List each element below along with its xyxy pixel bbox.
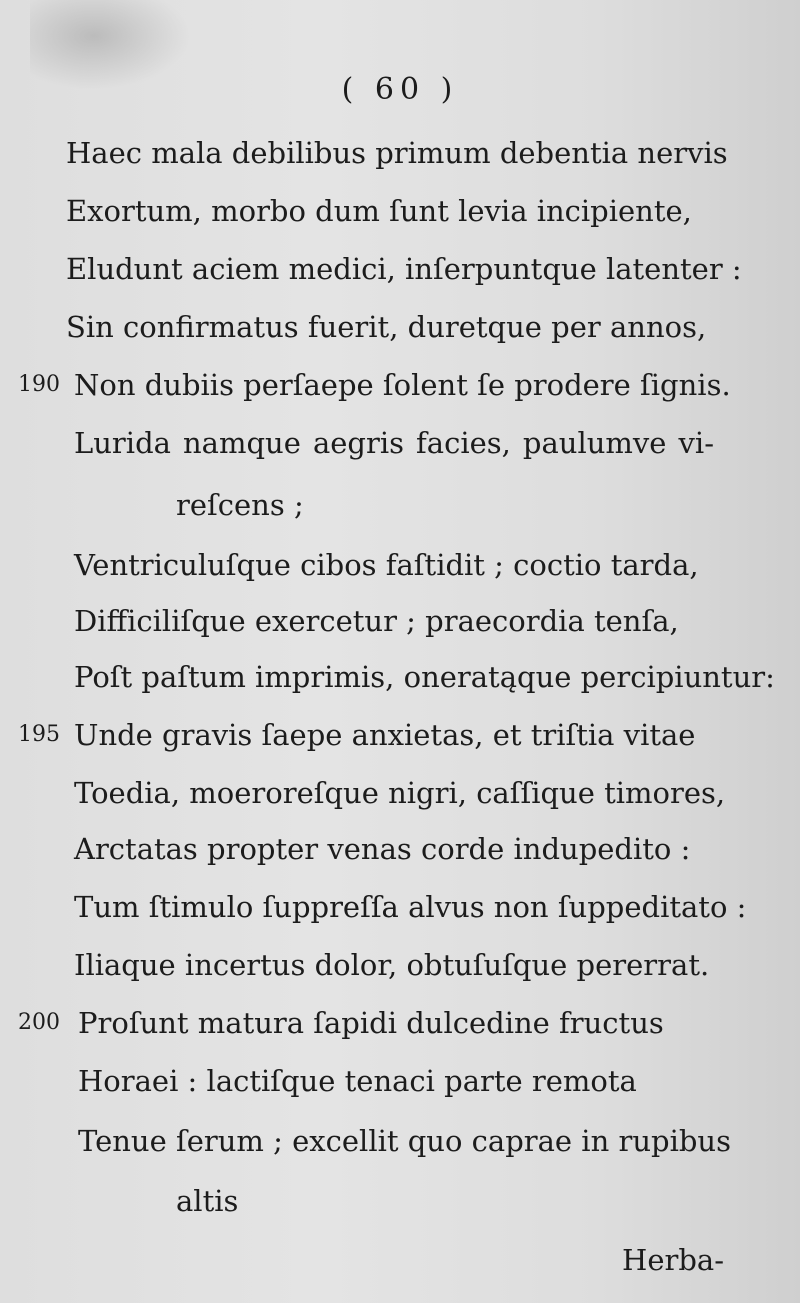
verse-line: Sin confirmatus fuerit, duretque per annos, (66, 310, 707, 344)
line-number: 195 (18, 722, 60, 747)
verse-line: Eludunt aciem medici, inſerpuntque latenter : (66, 252, 742, 286)
verse-line: Proſunt matura ſapidi dulcedine fructus (78, 1006, 664, 1040)
verse-line: Arctatas propter venas corde indupedito : (74, 832, 691, 866)
line-number: 200 (18, 1010, 60, 1035)
verse-line: Non dubiis perſaepe ſolent ſe prodere ſignis. (74, 368, 731, 402)
verse-line: Difficiliſque exercetur ; praecordia tenſa, (74, 604, 679, 638)
verse-line: Iliaque incertus dolor, obtuſuſque pererrat. (74, 948, 710, 982)
verse-line: Ventriculuſque cibos faſtidit ; coctio tarda, (74, 548, 699, 582)
verse-line: Poſt paſtum imprimis, oneratąque percipiuntur: (74, 660, 775, 694)
verse-line: Toedia, moeroreſque nigri, caſſique timores, (74, 776, 726, 810)
catchword: Herba- (622, 1243, 724, 1277)
verse-line: Lurida namque aegris facies, paulumve vi- (74, 426, 714, 460)
verse-line: Unde gravis ſaepe anxietas, et triſtia vitae (74, 718, 696, 752)
verse-line: Tum ſtimulo ſuppreſſa alvus non ſuppeditato : (74, 890, 747, 924)
line-number: 190 (18, 372, 60, 397)
verse-line: Horaei : lactiſque tenaci parte remota (78, 1064, 637, 1098)
page-number: ( 60 ) (341, 72, 459, 107)
verse-line: Haec mala debilibus primum debentia nervis (66, 136, 728, 170)
verse-line-continuation: altis (176, 1184, 239, 1218)
verse-line: Tenue ſerum ; excellit quo caprae in rupibus (78, 1124, 731, 1158)
verse-line: Exortum, morbo dum ſunt levia incipiente, (66, 194, 692, 228)
verse-line-continuation: reſcens ; (176, 488, 304, 522)
